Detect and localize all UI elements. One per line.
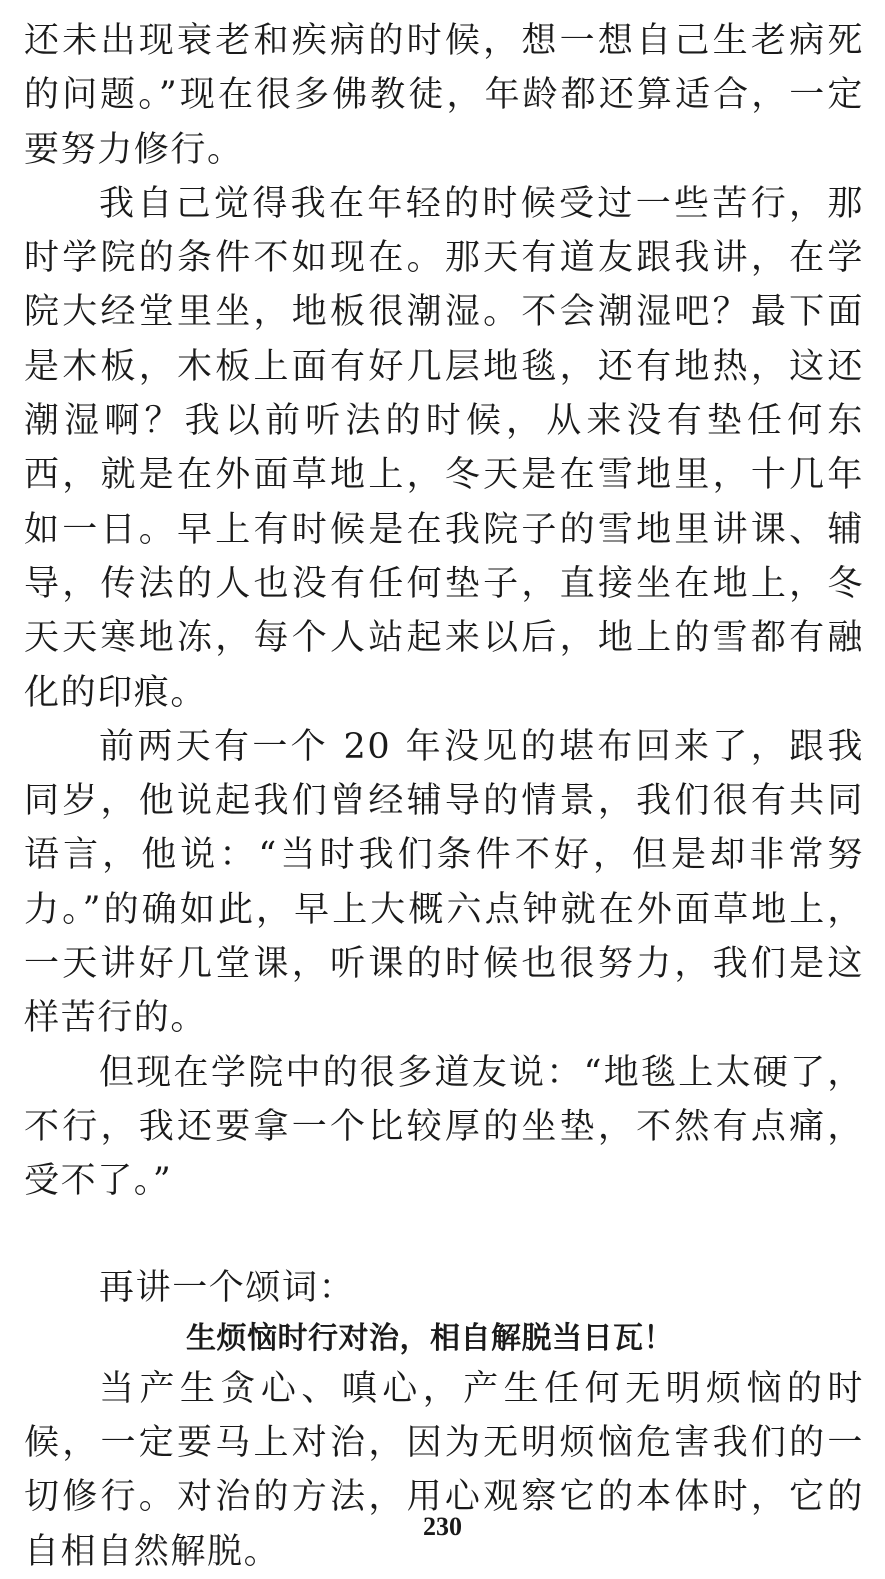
paragraph-khenpo-visit: 前两天有一个 20 年没见的堪布回来了，跟我同岁，他说起我们曾经辅导的情景，我们很有共同语言，他说：“当时我们条件不好，但是却非常努力。”的确如此，早上大概六点钟就在外面草地上，一天讲好几堂课，听课的时候也很努力，我们是这样苦行的。 [24,726,864,1039]
paragraph-cushion: 但现在学院中的很多道友说：“地毯上太硬了，不行，我还要拿一个比较厚的坐垫，不然有点痛，受不了。” [24,1052,864,1202]
paragraph-antidote: 当产生贪心、嗔心，产生任何无明烦恼的时候，一定要马上对治，因为无明烦恼危害我们的一切修行。对治的方法，用心观察它的本体时，它的自相自然解脱。 [24,1368,864,1572]
page-body [24,14,864,1579]
paragraph-ascetic-practice: 我自己觉得我在年轻的时候受过一些苦行，那时学院的条件不如现在。那天有道友跟我讲，在学院大经堂里坐，地板很潮湿。不会潮湿吧？最下面是木板，木板上面有好几层地毯，还有地热，这还潮湿啊？我以前听法的时候，从来没有垫任何东西，就是在外面草地上，冬天是在雪地里，十几年如一日。早上有时候是在我院子的雪地里讲课、辅导，传法的人也没有任何垫子，直接坐在地上，冬天天寒地冻，每个人站起来以后，地上的雪都有融化的印痕。 [24,183,864,713]
page-number: 230 [423,1512,462,1541]
verse-intro: 再讲一个颂词： [99,1267,356,1308]
paragraph-continued: 还未出现衰老和疾病的时候，想一想自己生老病死的问题。”现在很多佛教徒，年龄都还算适合，一定要努力修行。 [24,21,864,170]
verse-line: 生烦恼时行对治，相自解脱当日瓦！ [186,1320,674,1356]
section-gap [24,1209,864,1261]
